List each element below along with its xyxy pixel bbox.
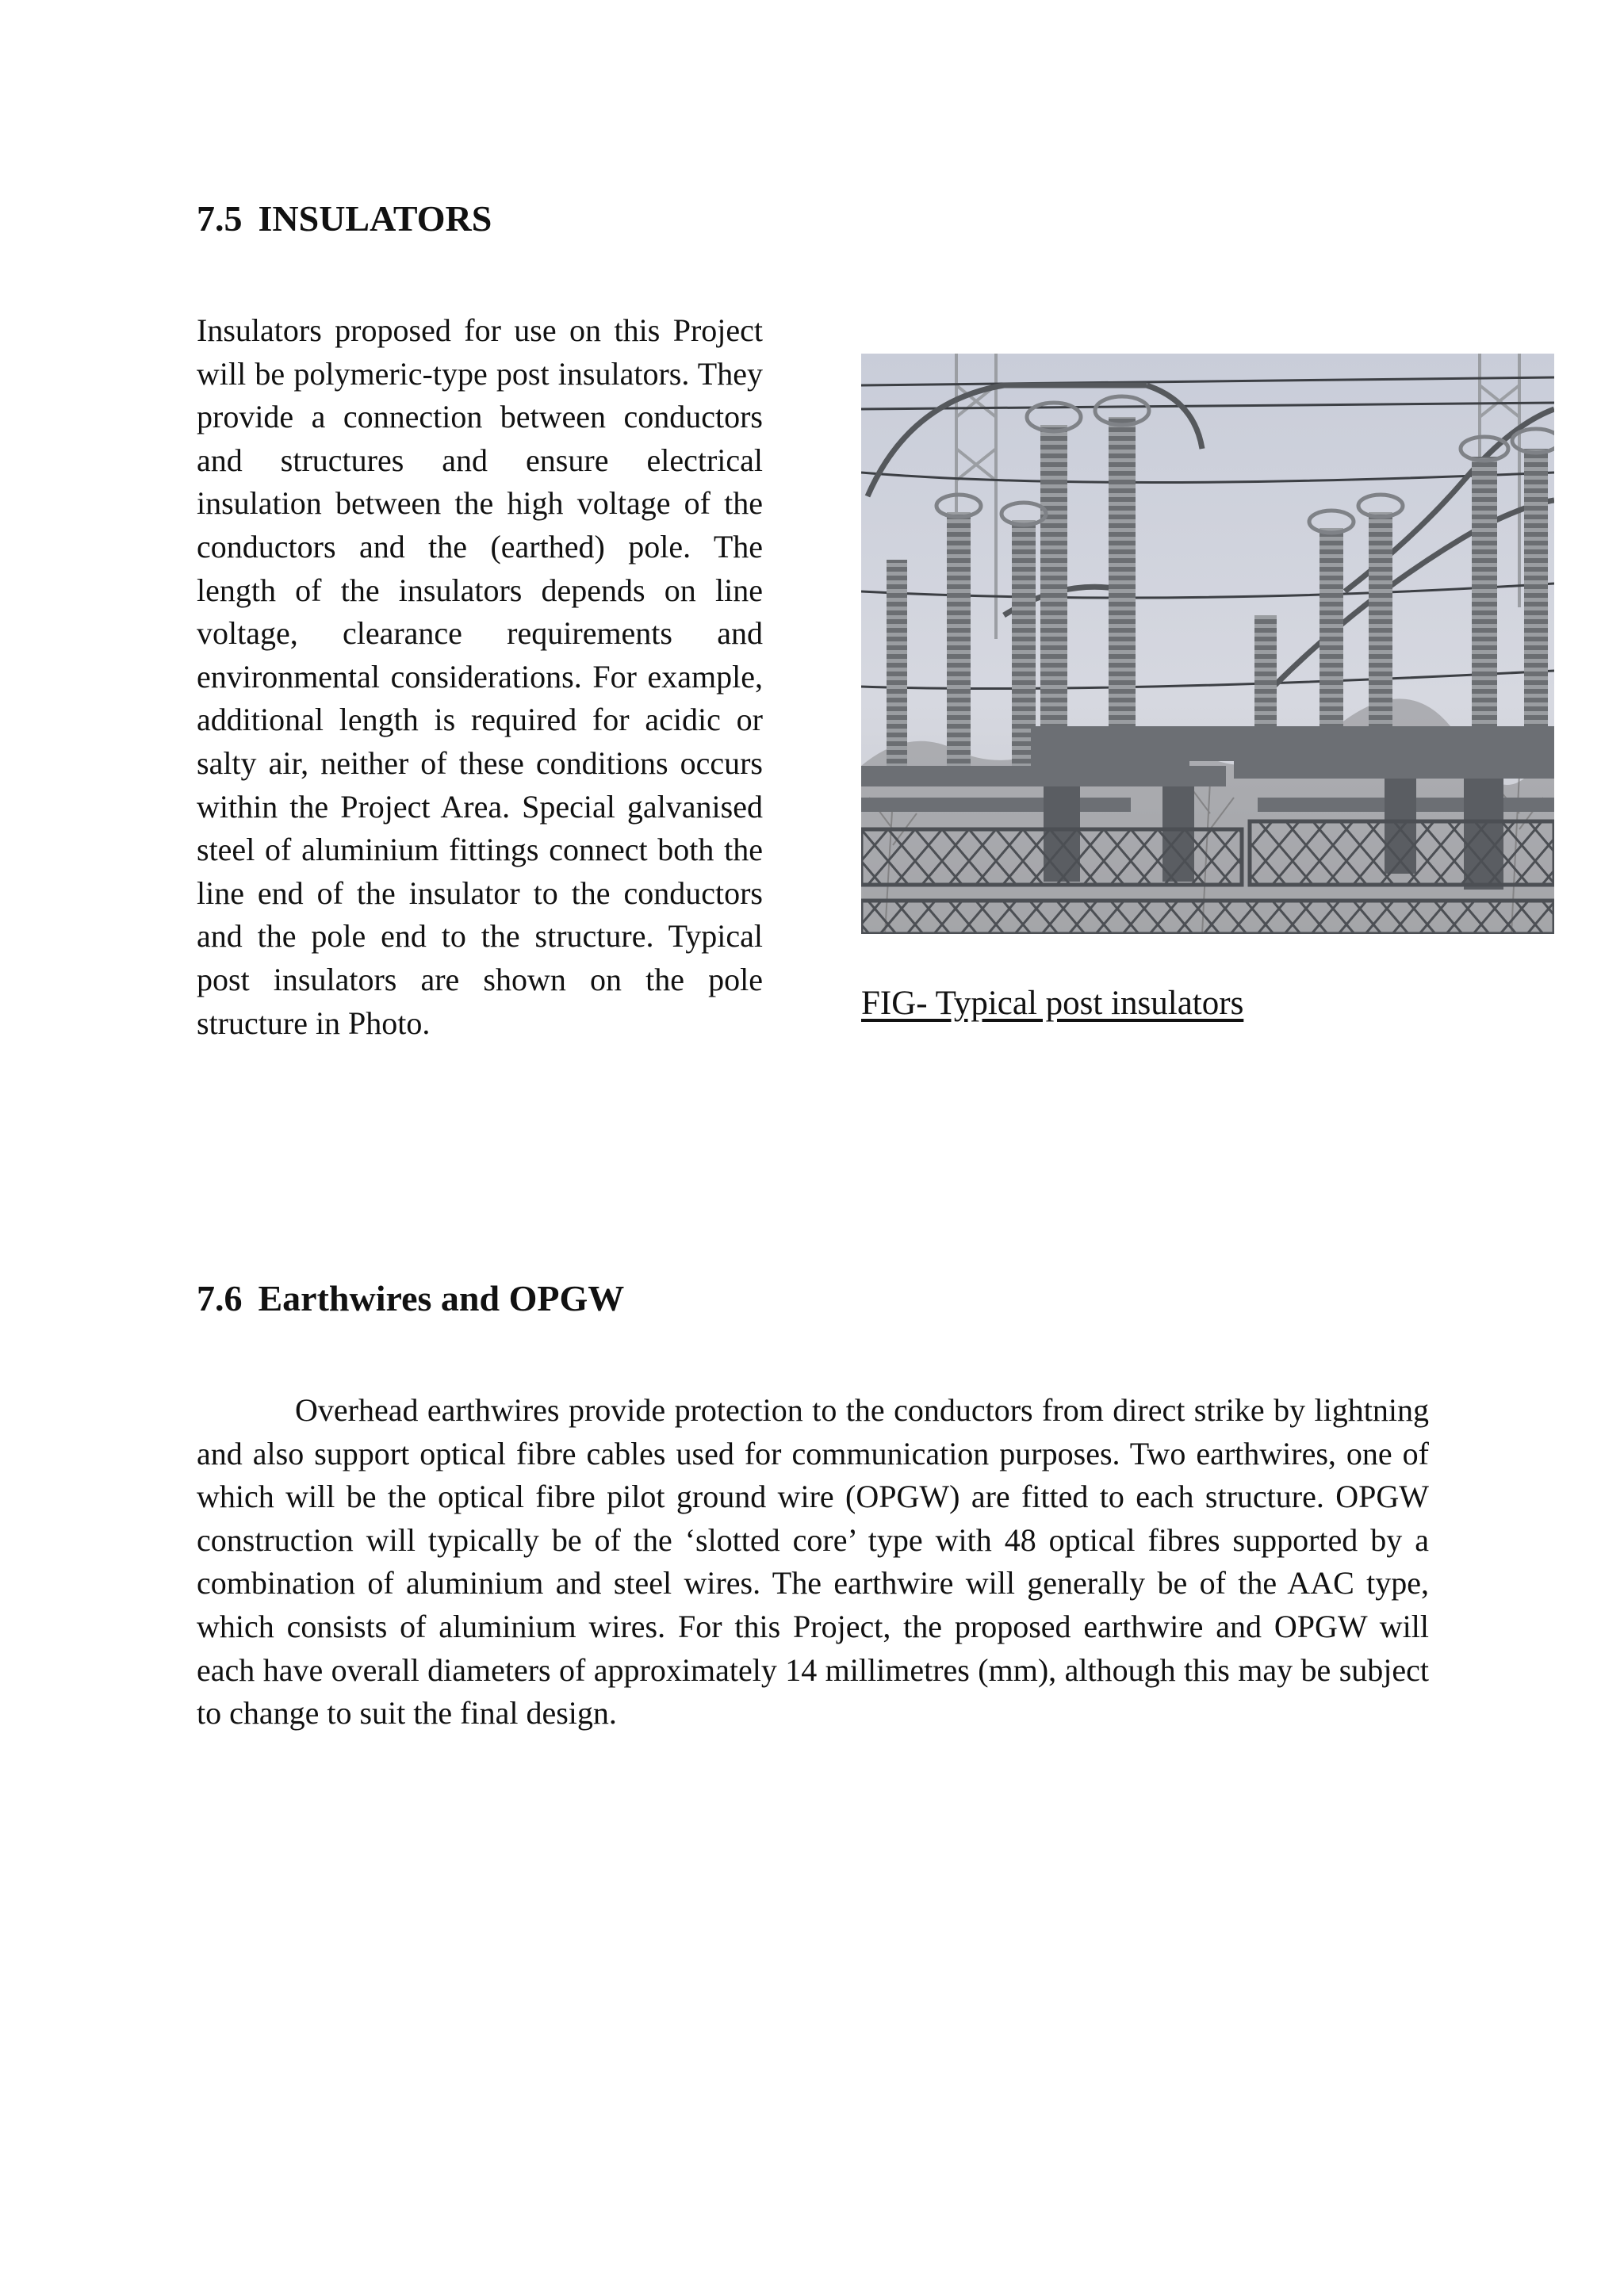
section-number: 7.6	[197, 1278, 243, 1318]
section-7-6-heading	[197, 1276, 624, 1321]
insulators-paragraph: Insulators proposed for use on this Project will be polymeric-type post insulators. They provide a connection between conductors and structures and ensure electrical insulation between the high voltage of the conductors and the (earthed) pole. The length of the insulators depends on line voltage, clearance requirements and environmental considerations. For example, additional length is required for acidic or salty air, neither of these conditions occurs within the Project Area. Special galvanised steel of aluminium fittings connect both the line end of the insulator to the conductors and the pole end to the structure. Typical post insulators are shown on the pole structure in Photo.	[197, 312, 763, 1041]
section-number: 7.5	[197, 198, 243, 239]
figure-caption: FIG- Typical post insulators	[861, 985, 1244, 1022]
section-7-5-heading	[197, 197, 492, 241]
post-insulators-photo	[861, 354, 1554, 934]
section-title: Earthwires and OPGW	[258, 1278, 625, 1318]
section-title: INSULATORS	[258, 198, 492, 239]
earthwires-paragraph: Overhead earthwires provide protection to the conductors from direct strike by lightning and also support optical fibre cables used for communication purposes. Two earthwires, one of which will be the optical fibre pilot ground wire (OPGW) are fitted to each structure. OPGW construction will typically be of the ‘slotted core’ type with 48 optical fibres supported by a combination of aluminium and steel wires. The earthwire will generally be of the AAC type, which consists of aluminium wires. For this Project, the proposed earthwire and OPGW will each have overall diameters of approximately 14 millimetres (mm), although this may be subject to change to suit the final design.	[197, 1392, 1429, 1732]
